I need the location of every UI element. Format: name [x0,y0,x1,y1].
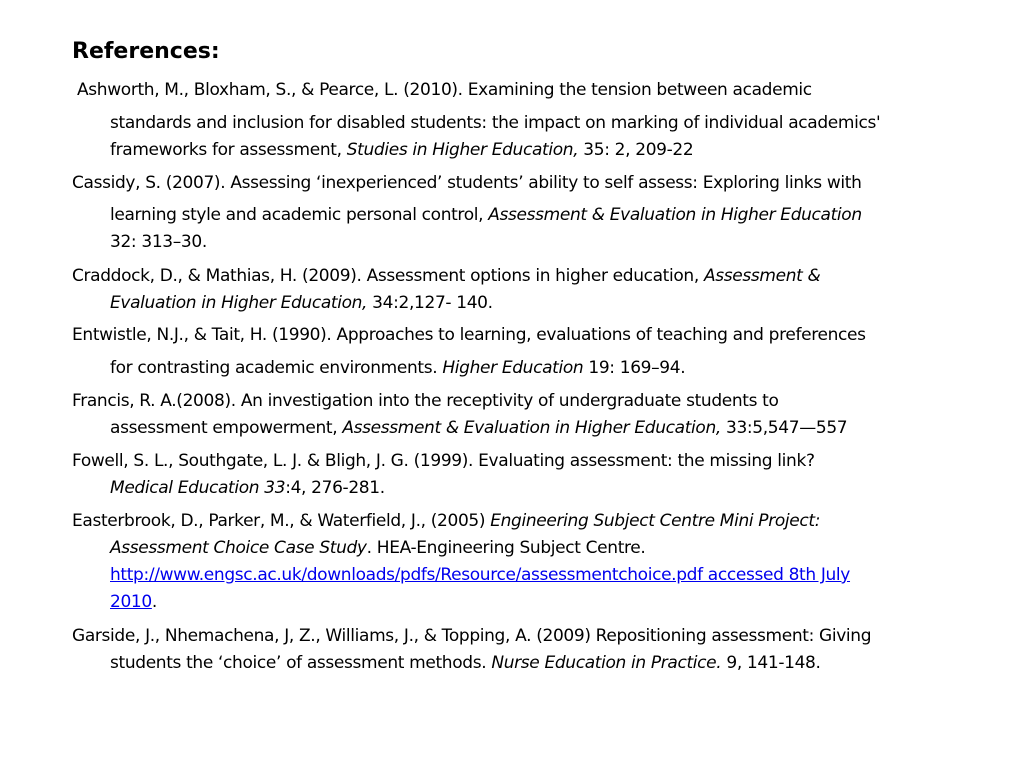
reference-craddock-line-1: Craddock, D., & Mathias, H. (2009). Assessment options in higher education, Assessment & [72,266,821,286]
reference-fowell-line-2: Medical Education 33:4, 276-281. [110,478,385,498]
reference-fowell-line-1: Fowell, S. L., Southgate, L. J. & Bligh, J. G. (1999). Evaluating assessment: the missing link? [72,451,815,471]
journal-title: Studies in Higher Education, [346,140,579,160]
journal-title: Assessment & Evaluation in Higher Education [488,205,862,225]
reference-ashworth-line-2: standards and inclusion for disabled students: the impact on marking of individual academics' [110,113,881,133]
reference-garside-line-1: Garside, J., Nhemachena, J, Z., Williams, J., & Topping, A. (2009) Repositioning assessment: Giving [72,626,872,646]
journal-title: Assessment & [703,266,821,286]
journal-title: Higher Education [442,358,584,378]
reference-ashworth-line-3: frameworks for assessment, Studies in Higher Education, 35: 2, 209-22 [110,140,694,160]
reference-url-link[interactable]: http://www.engsc.ac.uk/downloads/pdfs/Resource/assessmentchoice.pdf accessed 8th July [110,565,851,585]
reference-garside-line-2: students the ‘choice’ of assessment methods. Nurse Education in Practice. 9, 141-148. [110,653,821,673]
report-title: Engineering Subject Centre Mini Project: [490,511,821,531]
reference-url-link-continued[interactable]: 2010 [110,592,152,612]
reference-entwistle-line-2: for contrasting academic environments. Higher Education 19: 169–94. [110,358,686,378]
journal-title: Assessment & Evaluation in Higher Education, [342,418,721,438]
journal-title: Evaluation in Higher Education, [110,293,368,313]
reference-francis-line-1: Francis, R. A.(2008). An investigation into the receptivity of undergraduate students to [72,391,779,411]
reference-easterbrook-line-1: Easterbrook, D., Parker, M., & Waterfield, J., (2005) Engineering Subject Centre Mini Project: [72,511,821,531]
journal-title: Nurse Education in Practice. [491,653,722,673]
reference-ashworth-line-1: Ashworth, M., Bloxham, S., & Pearce, L. (2010). Examining the tension between academic [77,80,812,100]
report-title: Assessment Choice Case Study [110,538,367,558]
reference-cassidy-line-2: learning style and academic personal control, Assessment & Evaluation in Higher Education [110,205,862,225]
page-title: References: [72,39,220,64]
reference-craddock-line-2: Evaluation in Higher Education, 34:2,127- 140. [110,293,493,313]
reference-easterbrook-line-3 [110,563,850,587]
journal-title: Medical Education 33 [110,478,286,498]
reference-cassidy-line-3: 32: 313–30. [110,232,207,252]
reference-cassidy-line-1: Cassidy, S. (2007). Assessing ‘inexperienced’ students’ ability to self assess: Exploring links with [72,173,862,193]
reference-easterbrook-line-4: 2010. [110,592,157,612]
reference-francis-line-2: assessment empowerment, Assessment & Evaluation in Higher Education, 33:5,547—557 [110,418,848,438]
reference-entwistle-line-1: Entwistle, N.J., & Tait, H. (1990). Approaches to learning, evaluations of teaching and preferences [72,325,866,345]
reference-easterbrook-line-2: Assessment Choice Case Study. HEA-Engineering Subject Centre. [110,538,646,558]
